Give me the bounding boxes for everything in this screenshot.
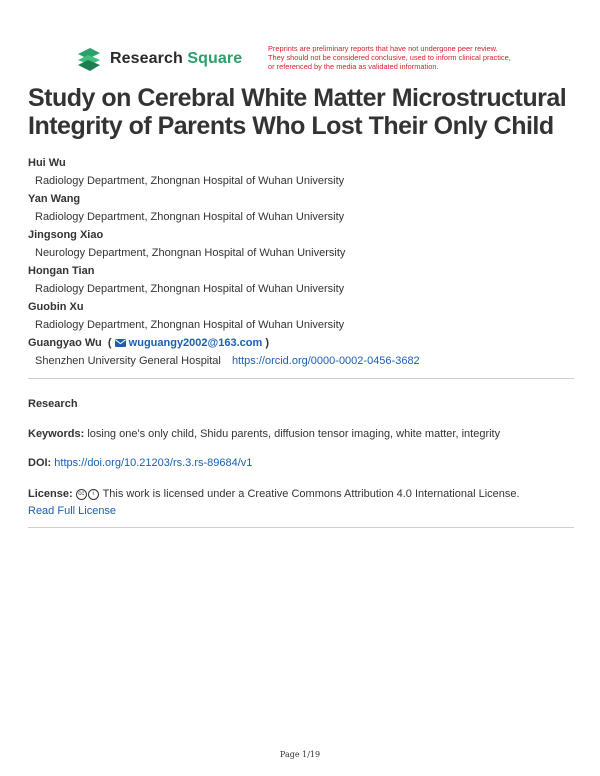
article-type: Research — [28, 398, 78, 410]
author-name: Jingsong Xiao — [28, 229, 104, 241]
research-square-logo[interactable] — [76, 46, 242, 72]
corresponding-affiliation: Shenzhen University General Hospital https://orcid.org/0000-0002-0456-3682 — [35, 355, 420, 367]
notice-line: or referenced by the media as validated information. — [268, 62, 439, 71]
logo-text: Research Square — [110, 50, 243, 67]
author-affiliation: Radiology Department, Zhongnan Hospital of Wuhan University — [35, 211, 345, 223]
orcid-link[interactable]: https://orcid.org/0000-0002-0456-3682 — [231, 355, 420, 367]
author-affiliation: Radiology Department, Zhongnan Hospital of Wuhan University — [35, 319, 345, 331]
by-icon: i — [88, 489, 99, 500]
corresponding-author — [28, 334, 578, 370]
author-list — [28, 154, 578, 370]
doi-link[interactable]: https://doi.org/10.21203/rs.3.rs-89684/v1 — [54, 457, 253, 469]
divider — [28, 527, 574, 528]
doi-label: DOI: — [28, 457, 52, 469]
divider — [28, 378, 574, 379]
license-label: License: — [28, 488, 73, 500]
doi — [28, 457, 252, 469]
notice-line: Preprints are preliminary reports that have not undergone peer review. — [268, 44, 498, 53]
author-name: Hui Wu — [28, 157, 66, 169]
keywords-value: losing one's only child, Shidu parents, diffusion tensor imaging, white matter, integrity — [87, 428, 501, 440]
author-entry — [28, 226, 578, 262]
corresponding-author-name: Guangyao Wu ( wuguangy2002@163.com ) — [28, 337, 270, 349]
author-affiliation: Neurology Department, Zhongnan Hospital of Wuhan University — [35, 247, 346, 259]
author-name: Yan Wang — [28, 193, 81, 205]
read-full-license-link[interactable]: Read Full License — [28, 505, 117, 517]
license-text: This work is licensed under a Creative Commons Attribution 4.0 International License. — [102, 488, 520, 500]
author-entry — [28, 262, 578, 298]
notice-line: They should not be considered conclusive, used to inform clinical practice, — [268, 53, 511, 62]
cc-icon: cc — [76, 489, 87, 500]
page-number: Page 1/19 — [279, 750, 321, 759]
author-affiliation: Radiology Department, Zhongnan Hospital of Wuhan University — [35, 175, 345, 187]
envelope-icon — [115, 339, 126, 347]
author-name: Guobin Xu — [28, 301, 84, 313]
research-square-logo-icon — [76, 46, 102, 72]
author-entry — [28, 190, 578, 226]
author-affiliation: Radiology Department, Zhongnan Hospital of Wuhan University — [35, 283, 345, 295]
author-name: Hongan Tian — [28, 265, 95, 277]
paper-title: Study on Cerebral White Matter Microstructural Integrity of Parents Who Lost Their Only Child — [28, 84, 567, 140]
keywords — [28, 428, 500, 440]
email-link[interactable]: wuguangy2002@163.com — [115, 337, 266, 349]
preprint-notice — [268, 44, 558, 71]
author-entry — [28, 154, 578, 190]
license — [28, 486, 574, 520]
author-entry — [28, 298, 578, 334]
keywords-label: Keywords: — [28, 428, 85, 440]
